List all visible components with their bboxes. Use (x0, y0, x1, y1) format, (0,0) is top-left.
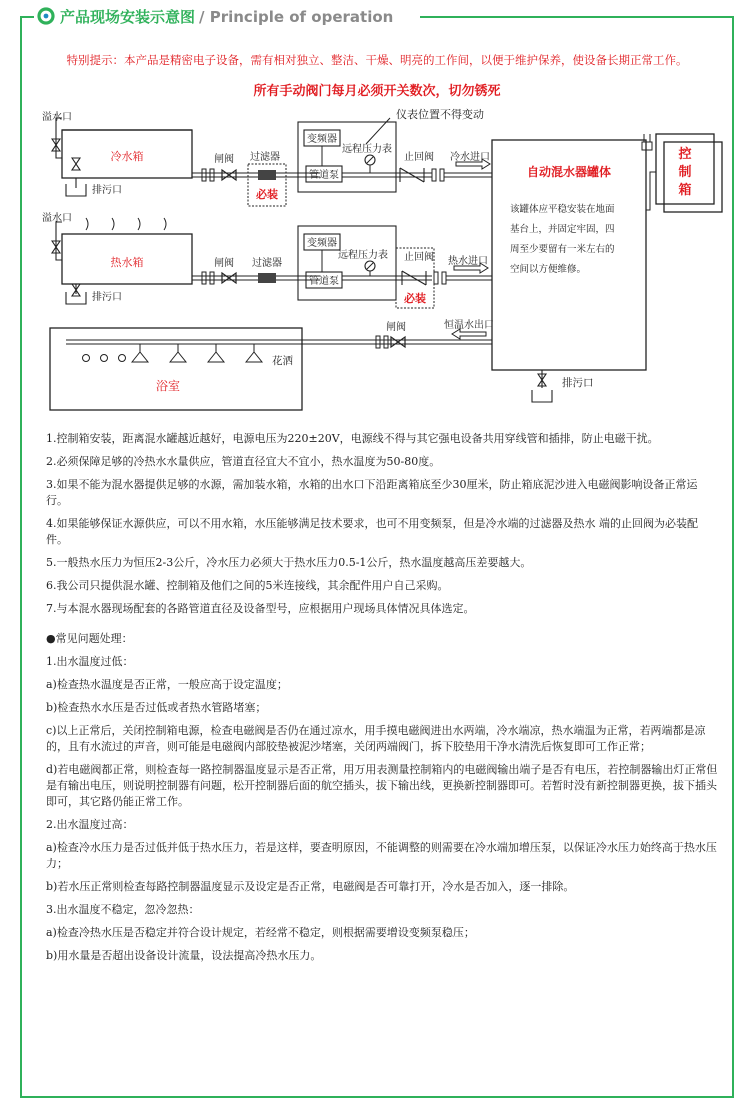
installation-notes (46, 431, 718, 971)
cold-water-tank (62, 130, 192, 178)
drain-label-hot: 排污口 (92, 292, 122, 303)
hot-tank-label: 热水箱 (110, 256, 144, 269)
header-rule-right (420, 16, 734, 18)
filter-label-cold: 过滤器 (250, 152, 280, 163)
overflow-label-hot: 溢水口 (42, 213, 72, 224)
shower-label: 花洒 (272, 355, 293, 367)
tank-note-line-4: 空间以方便维修。 (510, 264, 587, 275)
control-box-label-1: 控 (678, 147, 692, 162)
drain-valve-cold[interactable] (72, 158, 80, 170)
check-valve-label-hot: 止回阀 (404, 252, 434, 263)
gate-valve-label-cold: 闸阀 (214, 154, 234, 165)
hot-water-tank (62, 218, 192, 284)
faq-item: 3.出水温度不稳定，忽冷忽热： (46, 903, 200, 916)
bathroom-label: 浴室 (155, 379, 181, 393)
logo-ring-icon (36, 6, 56, 26)
tank-note-line-2: 基台上，并固定牢固，四 (510, 224, 615, 235)
title-cn: 产品现场安装示意图 (60, 8, 196, 26)
shower-head-icon (132, 344, 148, 362)
filter-hot (258, 273, 276, 283)
gate-valve-cold[interactable] (222, 170, 236, 180)
pump-label-cold: 管道泵 (309, 170, 339, 181)
note-item: 5.一般热水压力为恒压2-3公斤，冷水压力必须大于热水压力0.5-1公斤，热水温度越高压差要越大。 (46, 556, 532, 569)
gate-valve-outlet[interactable] (391, 337, 405, 347)
faq-item: c)以上正常后，关闭控制箱电源，检查电磁阀是否仍在通过凉水，用手摸电磁阀进出水两端，冷水端凉，热水端温为正常，若两端都是凉的，且有水流过的声音，则可能是电磁阀内部胶垫被泥沙堵塞，关闭两端阀门，拆下胶垫用干净水清洗后恢复即可工作正常； (46, 724, 706, 753)
faq-item: a)检查冷热水压是否稳定并符合设计规定，若经常不稳定，则根据需要增设变频泵稳压； (46, 926, 475, 939)
pump-label-hot: 管道泵 (309, 276, 339, 287)
gate-valve-label-hot: 闸阀 (214, 258, 234, 269)
faq-item: a)检查冷水压力是否过低并低于热水压力，若是这样，要查明原因，不能调整的则需要在冷水端加增压泵，以保证冷水压力始终高于热水压力； (46, 841, 717, 870)
faq-heading: ●常见问题处理： (46, 632, 133, 645)
title-en: / Principle of operation (199, 8, 394, 26)
meter-position-note: 仪表位置不得变动 (396, 108, 484, 121)
filter-label-hot: 过滤器 (252, 258, 282, 269)
drain-label-cold: 排污口 (92, 185, 122, 196)
remote-gauge-label-hot: 远程压力表 (338, 250, 388, 261)
shower-head-icon (246, 344, 262, 362)
control-box (664, 142, 722, 212)
tank-note-line-3: 周至少要留有一米左右的 (510, 244, 615, 255)
inverter-label-hot: 变频器 (307, 238, 337, 249)
control-box-label-2: 制 (678, 165, 692, 180)
gate-valve-label-outlet: 闸阀 (386, 322, 406, 333)
page-header (0, 0, 750, 34)
must-install-filter: 必装 (256, 188, 278, 201)
hot-inlet-label: 热水进口 (448, 256, 488, 267)
remote-gauge-label-cold: 远程压力表 (342, 144, 392, 155)
shower-head-icon (170, 344, 186, 362)
gate-valve-hot[interactable] (222, 273, 236, 283)
page-title (60, 6, 393, 27)
check-valve-label-cold: 止回阀 (404, 152, 434, 163)
constant-outlet-label: 恒温水出口 (444, 320, 494, 331)
header-rule-left (20, 16, 34, 18)
tank-note-line-1: 该罐体应平稳安装在地面 (510, 204, 615, 215)
cold-inlet-label: 冷水进口 (450, 152, 490, 163)
faq-item: b)检查热水水压是否过低或者热水管路堵塞； (46, 701, 267, 714)
special-tip: 特别提示：本产品是精密电子设备，需有相对独立、整洁、干燥、明亮的工作间，以便于维护保养，使设备长期正常工作。 (66, 53, 688, 67)
faq-item: 1.出水温度过低： (46, 655, 134, 668)
shower-head-icon (208, 344, 224, 362)
filter-cold (258, 170, 276, 180)
faq-item: 2.出水温度过高： (46, 818, 134, 831)
mixer-tank-title: 自动混水器罐体 (526, 165, 612, 179)
power-plug-icon (642, 134, 652, 150)
note-item: 7.与本混水器现场配套的各路管道直径及设备型号，应根据用户现场具体情况具体选定。 (46, 602, 475, 615)
faq-item: a)检查热水温度是否正常，一般应高于设定温度； (46, 678, 288, 691)
note-item: 2.必须保障足够的冷热水水量供应，管道直径宜大不宜小，热水温度为50-80度。 (46, 455, 441, 468)
must-install-check: 必装 (404, 292, 426, 305)
faq-item: b)若水压正常则检查每路控制器温度显示及设定是否正常，电磁阀是否可靠打开，冷水是否加入，逐一排除。 (46, 880, 575, 893)
note-item: 4.如果能够保证水源供应，可以不用水箱，水压能够满足技术要求，也可不用变频泵，但是冷水端的过滤器及热水 端的止回阀为必装配件。 (46, 517, 698, 546)
valve-warning: 所有手动阀门每月必须开关数次，切勿锈死 (253, 84, 501, 99)
overflow-label-cold: 溢水口 (42, 112, 72, 123)
inverter-label-cold: 变频器 (307, 134, 337, 145)
note-item: 1.控制箱安装，距离混水罐越近越好，电源电压为220±20V，电源线不得与其它强电设备共用穿线管和插排，防止电磁干扰。 (46, 432, 659, 445)
cold-tank-label: 冷水箱 (110, 150, 144, 163)
faq-item: d)若电磁阀都正常，则检查每一路控制器温度显示是否正常，用万用表测量控制箱内的电磁阀输出端子是否有电压，若控制器输出灯正常但是有输出电压，则说明控制器有问题，松开控制器后面的航空插头，拔下输出线，更换新控制器即可。若暂时没有新控制器更换，拔下插头即可，其它路仍能正常工作。 (46, 763, 718, 808)
drain-label-mixer: 排污口 (562, 377, 594, 389)
installation-diagram (20, 100, 734, 425)
control-box-label-3: 箱 (678, 183, 692, 198)
note-item: 3.如果不能为混水器提供足够的水源，需加装水箱，水箱的出水口下沿距离箱底至少30厘米，防止箱底泥沙进入电磁阀影响设备正常运行。 (46, 478, 698, 507)
faq-item: b)用水量是否超出设备设计流量，设法提高冷热水压力。 (46, 949, 322, 962)
note-item: 6.我公司只提供混水罐、控制箱及他们之间的5米连接线，其余配件用户自己采购。 (46, 579, 449, 592)
